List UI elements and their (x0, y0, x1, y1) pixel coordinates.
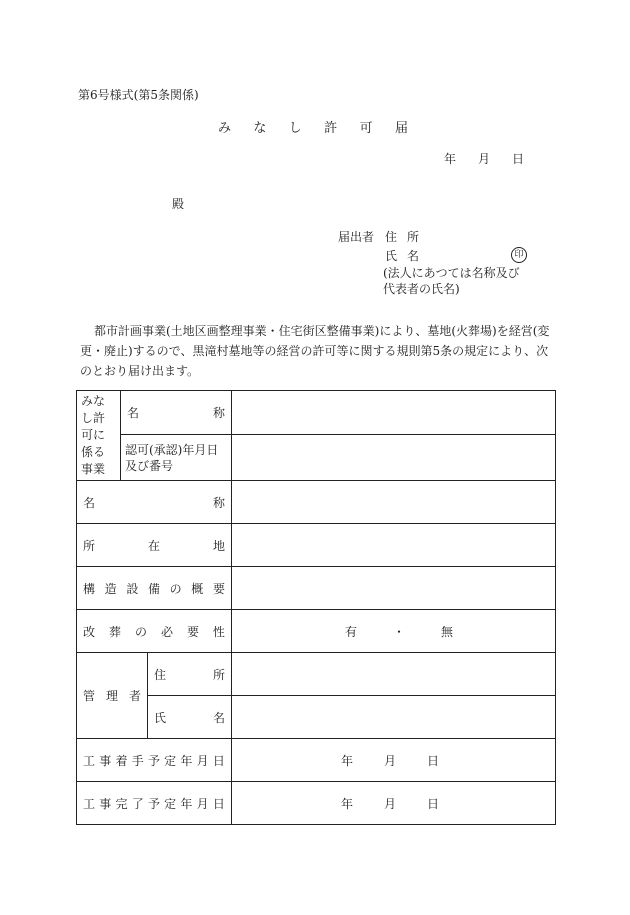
title-char: 許 (324, 121, 338, 136)
label-char: 氏 (154, 710, 167, 725)
label-char: 管 (83, 689, 96, 703)
start-date-label (77, 739, 232, 782)
title-char: 届 (394, 121, 408, 136)
label-char: 年 (180, 796, 193, 811)
label-char: 葬 (108, 624, 121, 639)
structure-field[interactable] (232, 567, 556, 610)
label-char: 名 (406, 249, 419, 263)
permit-date-label: 認可(承認)年月日及び番号 (121, 435, 232, 481)
label-char: 定 (164, 753, 177, 768)
date-month: 月 (383, 796, 396, 811)
label-char: 理 (105, 689, 118, 703)
label-char: 月 (196, 753, 209, 768)
label-char: 月 (196, 796, 209, 811)
manager-address-field[interactable] (232, 653, 556, 696)
date-month: 月 (383, 753, 396, 768)
label-char: 事 (99, 796, 112, 811)
label-char: 名 (212, 710, 225, 725)
date-year: 年 (341, 753, 354, 768)
reburial-separator: ・ (392, 624, 405, 639)
notifier-note-1: (法人にあつては名称及び (383, 266, 520, 280)
permit-name-field[interactable] (232, 391, 556, 435)
start-date-field[interactable] (232, 739, 556, 782)
notifier-note-2: 代表者の氏名) (383, 282, 460, 296)
manager-label (77, 653, 148, 739)
seal-mark: 印 (511, 247, 527, 263)
title-char: み (218, 121, 232, 136)
location-label (77, 524, 232, 567)
label-char: 完 (115, 796, 128, 811)
manager-name-field[interactable] (232, 696, 556, 739)
notifier-name-label (385, 247, 419, 264)
label-char: 要 (186, 624, 199, 639)
label-char: 称 (212, 406, 225, 421)
label-char: 名 (127, 406, 140, 421)
label-char: 要 (212, 581, 225, 596)
notifier-label: 届出者 (338, 230, 375, 244)
label-char: の (134, 624, 147, 639)
manager-address-label (148, 653, 232, 696)
date-day: 日 (426, 796, 439, 811)
document-title (218, 117, 408, 136)
label-char: 在 (147, 538, 160, 553)
label-char: 称 (212, 495, 225, 510)
label-char: 性 (212, 624, 225, 639)
form-number: 第6号様式(第5条関係) (78, 88, 199, 102)
permit-group-label: みなし許可に係る事業 (77, 391, 121, 481)
label-char: の (169, 581, 182, 596)
label-char: 備 (147, 581, 160, 596)
label-char: 事 (99, 753, 112, 768)
label-char: 所 (212, 667, 225, 682)
label-char: 住 (385, 230, 398, 244)
title-char: し (288, 121, 302, 136)
notifier-address-label (385, 228, 419, 245)
date-year: 年 (341, 796, 354, 811)
label-char: 改 (83, 624, 96, 639)
date-month: 月 (477, 152, 490, 166)
title-char: 可 (359, 121, 373, 136)
permit-date-field[interactable] (232, 435, 556, 481)
label-char: 構 (83, 581, 96, 596)
manager-name-label (148, 696, 232, 739)
reburial-label (77, 610, 232, 653)
facility-name-label (77, 481, 232, 524)
label-char: 所 (83, 538, 96, 553)
label-char: 着 (115, 753, 128, 768)
label-char: 日 (212, 753, 225, 768)
label-char: 工 (83, 796, 96, 811)
label-char: 設 (126, 581, 139, 596)
label-char: 工 (83, 753, 96, 768)
reburial-no[interactable]: 無 (440, 624, 453, 639)
location-field[interactable] (232, 524, 556, 567)
addressee-suffix: 殿 (172, 197, 185, 211)
label-char: 日 (212, 796, 225, 811)
reburial-yes[interactable]: 有 (345, 624, 358, 639)
end-date-field[interactable] (232, 782, 556, 825)
label-char: 必 (160, 624, 173, 639)
title-char: な (253, 121, 267, 136)
label-char: 定 (164, 796, 177, 811)
label-char: 予 (147, 796, 160, 811)
label-char: 住 (154, 667, 167, 682)
label-char: 了 (131, 796, 144, 811)
date-day: 日 (511, 152, 524, 166)
date-line (444, 150, 524, 167)
end-date-label (77, 782, 232, 825)
label-char: 所 (406, 230, 419, 244)
label-char: 名 (83, 495, 96, 510)
date-day: 日 (426, 753, 439, 768)
label-char: 造 (104, 581, 117, 596)
label-char: 予 (147, 753, 160, 768)
body-text: 都市計画事業(土地区画整理事業・住宅街区整備事業)により、墓地(火葬場)を経営(変更・廃止)するので、黒滝村墓地等の経営の許可等に関する規則第5条の規定により、次のとおり届け出ます。 (80, 324, 550, 378)
date-year: 年 (444, 152, 457, 166)
label-char: 地 (212, 538, 225, 553)
label-char: 手 (131, 753, 144, 768)
label-char: 者 (128, 689, 141, 703)
label-char: 年 (180, 753, 193, 768)
facility-name-field[interactable] (232, 481, 556, 524)
permit-name-label (121, 391, 232, 435)
notification-table (76, 390, 556, 825)
label-char: 概 (191, 581, 204, 596)
structure-label (77, 567, 232, 610)
label-char: 氏 (385, 249, 398, 263)
reburial-field[interactable] (232, 610, 556, 653)
